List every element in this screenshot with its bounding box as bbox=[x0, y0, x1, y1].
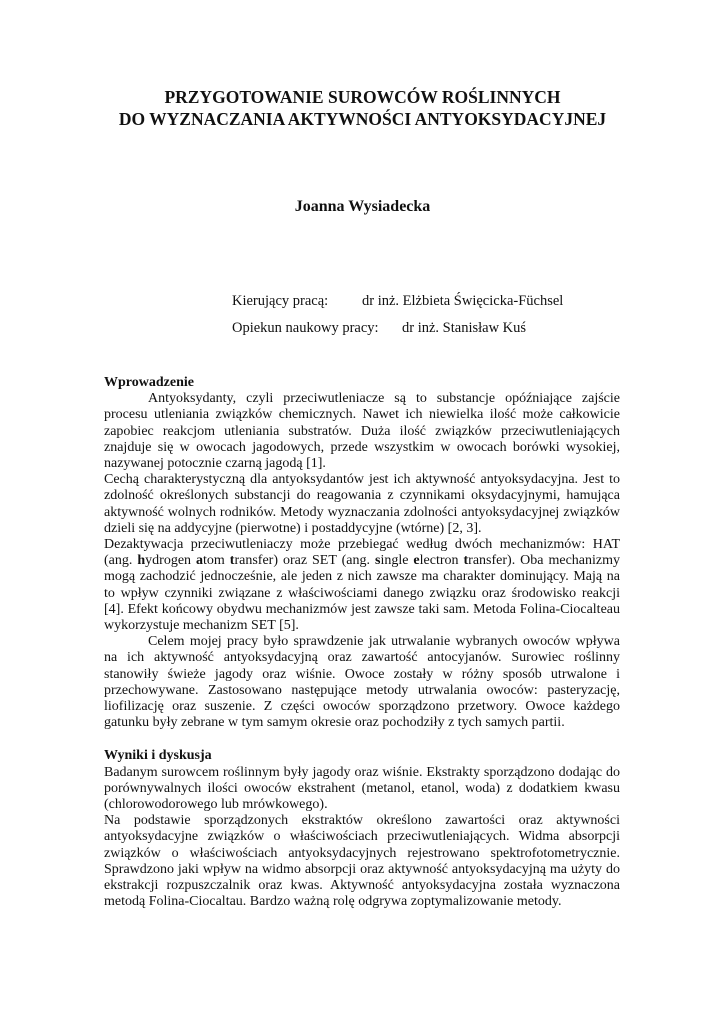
advisor-name: dr inż. Stanisław Kuś bbox=[402, 320, 527, 336]
supervisor-name: dr inż. Elżbieta Święcicka-Füchsel bbox=[362, 293, 564, 309]
intro-paragraph: Antyoksydanty, czyli przeciwutleniacze są to substancje opóźniające zajście procesu utleniania związków chemicznych. Nawet ich niewielka ilość może całkowicie zapobiec reakcjom utleniania substratów. Duża ilość związków przeciwutleniających znajduje się w owocach jagodowych, przede wszystkim w owocach borówki wysokiej, nazywanej potocznie czarną jagodą [1]. bbox=[104, 391, 620, 472]
advisor-row bbox=[232, 320, 526, 337]
results-paragraph: Na podstawie sporządzonych ekstraktów określono zawartości oraz aktywności antyoksydacyjne związków o właściwościach przeciwutleniających. Widma absorpcji związków o właściwościach antyoksydacyjnych rejestrowano spektrofotometrycznie. Sprawdzono jaki wpływ na widmo absorpcji oraz aktywność antyoksydacyjną ma użyty do ekstrakcji rozpuszczalnik oraz kwas. Aktywność antyoksydacyjna została wyznaczona metodą Folina-Ciocaltau. Bardzo ważną rolę odgrywa zoptymalizowanie metody. bbox=[104, 813, 620, 910]
advisor-role: Opiekun naukowy pracy: bbox=[232, 320, 379, 336]
supervisor-row bbox=[232, 293, 563, 310]
results-paragraph: Badanym surowcem roślinnym były jagody oraz wiśnie. Ekstrakty sporządzono dodając do porównywalnych ilości owoców ekstrahent (metanol, etanol, woda) z dodatkiem kwasu (chlorowodorowego lub mrówkowego). bbox=[104, 764, 620, 813]
title-line-2: DO WYZNACZANIA AKTYWNOŚCI ANTYOKSYDACYJNEJ bbox=[118, 109, 607, 129]
supervisor-role: Kierujący pracą: bbox=[232, 293, 329, 309]
title-line-1: PRZYGOTOWANIE SUROWCÓW ROŚLINNYCH bbox=[164, 87, 561, 107]
author-name: Joanna Wysiadecka bbox=[294, 198, 431, 215]
section-heading-intro: Wprowadzenie bbox=[104, 375, 194, 390]
intro-paragraph: Cechą charakterystyczną dla antyoksydantów jest ich aktywność antyoksydacyjna. Jest to zdolność określonych substancji do reagowania z czynnikami oksydacyjnymi, hamująca aktywność wolnych rodników. Metody wyznaczania zdolności antyoksydacyjnej związków dzieli się na addycyjne (pierwotne) i postaddycyjne (wtórne) [2, 3]. bbox=[104, 472, 620, 536]
paper-title bbox=[0, 86, 725, 130]
intro-paragraph: Celem mojej pracy było sprawdzenie jak utrwalanie wybranych owoców wpływa na ich aktywność antyoksydacyjną oraz zawartość antocyjanów. Surowiec roślinny stanowiły świeże jagody oraz wiśnie. Owoce zostały w różny sposób utrwalone i przechowywane. Zastosowano następujące metody utrwalania owoców: pasteryzację, liofilizację oraz suszenie. Z części owoców sporządzono przetwory. Owoce każdego gatunku były zebrane w tym samym okresie oraz pochodziły z tych samych partii. bbox=[104, 634, 620, 731]
paper-body bbox=[104, 375, 620, 911]
intro-paragraph-mechanisms: Dezaktywacja przeciwutleniaczy może przebiegać według dwóch mechanizmów: HAT (ang. hydrogen atom transfer) oraz SET (ang. single electron transfer). Oba mechanizmy mogą zachodzić jednocześnie, ale jeden z nich zawsze ma charakter dominujący. Mają na to wpływ czynniki związane z właściwościami danego związku oraz środowisko reakcji [4]. Efekt końcowy obydwu mechanizmów jest zawsze taki sam. Metoda Folina-Ciocalteau wykorzystuje mechanizm SET [5]. bbox=[104, 537, 620, 634]
section-heading-results: Wyniki i dyskusja bbox=[104, 748, 212, 764]
